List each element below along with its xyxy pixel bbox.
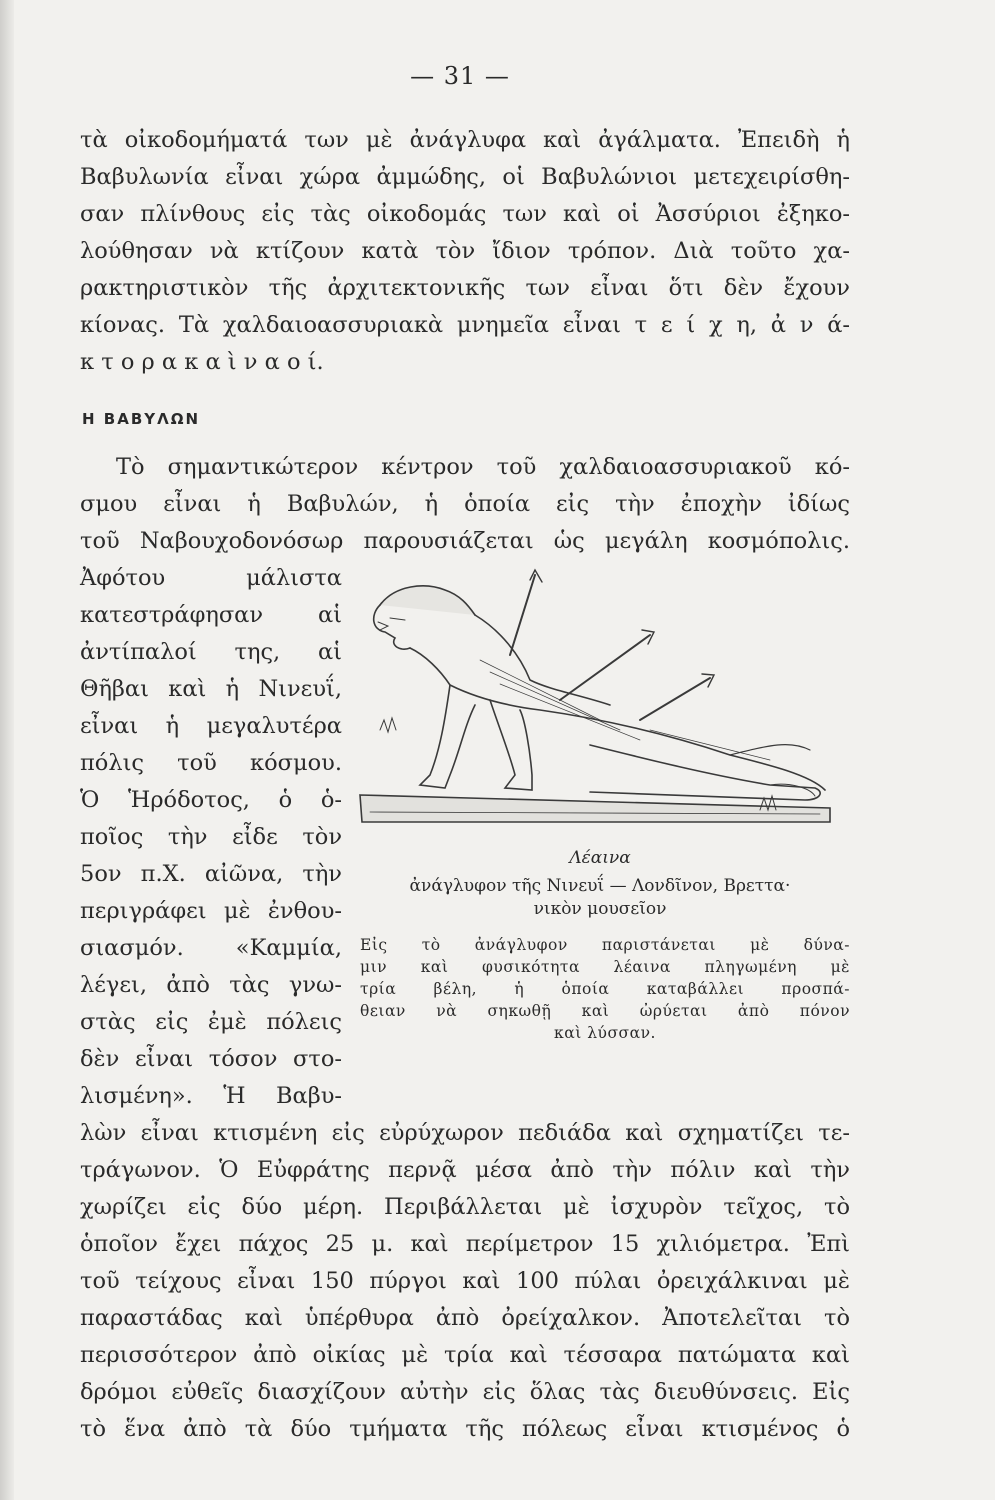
text-line: 5ον π.Χ. αἰῶνα, τὴν xyxy=(80,861,342,887)
figure-description: θειαν νὰ σηκωθῇ καὶ ὠρύεται ἀπὸ πόνον xyxy=(360,1002,850,1020)
page-number: — 31 — xyxy=(410,62,510,90)
text-line: τὸ ἕνα ἀπὸ τὰ δύο τμήματα τῆς πόλεως εἶναι κτισμένος ὁ xyxy=(80,1416,850,1442)
text-line: σαν πλίνθους εἰς τὰς οἰκοδομάς των καὶ οἱ Ἀσσύριοι ἐξηκο- xyxy=(80,201,850,227)
text-line: λέγει, ἀπὸ τὰς γνω- xyxy=(80,972,342,998)
page-edge xyxy=(0,0,14,1500)
text-line: τράγωνον. Ὁ Εὐφράτης περνᾷ μέσα ἀπὸ τὴν πόλιν καὶ τὴν xyxy=(80,1157,850,1183)
figure-description: καὶ λύσσαν. xyxy=(554,1024,656,1042)
section-heading: Η ΒΑΒΥΛΩΝ xyxy=(82,410,201,428)
text-line: εἶναι ἡ μεγαλυτέρα xyxy=(80,713,342,739)
figure-description: τρία βέλη, ἡ ὁποία καταβάλλει προσπά- xyxy=(360,980,850,998)
figure-title: Λέαινα xyxy=(569,848,631,868)
text-line: κατεστράφησαν αἱ xyxy=(80,602,342,628)
text-line: χωρίζει εἰς δύο μέρη. Περιβάλλεται μὲ ἰσχυρὸν τεῖχος, τὸ xyxy=(80,1194,850,1220)
figure-description: μιν καὶ φυσικότητα λέαινα πληγωμένη μὲ xyxy=(360,958,850,976)
text-line: Ἀφότου μάλιστα xyxy=(80,565,342,591)
text-line: Τὸ σημαντικώτερον κέντρον τοῦ χαλδαιοασσυριακοῦ κό- xyxy=(116,454,850,480)
text-line: λισμένη». Ἡ Βαβυ- xyxy=(80,1083,342,1109)
text-line: στὰς εἰς ἐμὲ πόλεις xyxy=(80,1009,342,1035)
figure-caption: νικὸν μουσεῖον xyxy=(533,899,667,919)
text-line: περιγράφει μὲ ἐνθου- xyxy=(80,898,342,924)
text-line: σμου εἶναι ἡ Βαβυλών, ἡ ὁποία εἰς τὴν ἐποχὴν ἰδίως xyxy=(80,491,850,517)
text-line: ρακτηριστικὸν τῆς ἀρχιτεκτονικῆς των εἶναι ὅτι δὲν ἔχουν xyxy=(80,275,850,301)
text-line: κίονας. Τὰ χαλδαιοασσυριακὰ μνημεῖα εἶναι τ ε ί χ η, ἀ ν ά- xyxy=(80,312,850,338)
text-line: ὁποῖον ἔχει πάχος 25 μ. καὶ περίμετρον 15 χιλιόμετρα. Ἐπὶ xyxy=(80,1231,850,1257)
text-line: λούθησαν νὰ κτίζουν κατὰ τὸν ἴδιον τρόπον. Διὰ τοῦτο χα- xyxy=(80,238,850,264)
text-line: παραστάδας καὶ ὑπέρθυρα ἀπὸ ὀρείχαλκον. Ἀποτελεῖται τὸ xyxy=(80,1305,850,1331)
figure-description: Εἰς τὸ ἀνάγλυφον παριστάνεται μὲ δύνα- xyxy=(360,936,850,954)
text-line: κ τ ο ρ α κ α ὶ ν α ο ί. xyxy=(80,349,324,375)
text-line: σιασμόν. «Καμμία, xyxy=(80,935,342,961)
text-line: περισσότερον ἀπὸ οἰκίας μὲ τρία καὶ τέσσαρα πατώματα καὶ xyxy=(80,1342,850,1368)
text-line: δρόμοι εὐθεῖς διασχίζουν αὐτὴν εἰς ὅλας τὰς διευθύνσεις. Εἰς xyxy=(80,1379,850,1405)
text-line: δὲν εἶναι τόσον στο- xyxy=(80,1046,342,1072)
text-line: ποῖος τὴν εἶδε τὸν xyxy=(80,824,342,850)
text-line: τὰ οἰκοδομήματά των μὲ ἀνάγλυφα καὶ ἀγάλματα. Ἐπειδὴ ἡ xyxy=(80,127,850,153)
text-line: τοῦ τείχους εἶναι 150 πύργοι καὶ 100 πύλαι ὀρειχάλκιναι μὲ xyxy=(80,1268,850,1294)
text-line: Ὁ Ἡρόδοτος, ὁ ὁ- xyxy=(80,787,342,813)
text-line: ἀντίπαλοί της, αἱ xyxy=(80,639,342,665)
text-line: Βαβυλωνία εἶναι χώρα ἀμμώδης, οἱ Βαβυλώνιοι μετεχειρίσθη- xyxy=(80,164,850,190)
figure-caption: ἀνάγλυφον τῆς Νινευΐ — Λονδῖνον, Βρεττα· xyxy=(409,876,791,896)
text-line: Θῆβαι καὶ ἡ Νινευΐ, xyxy=(80,676,342,702)
lioness-relief-illustration xyxy=(350,560,850,850)
text-line: τοῦ Ναβουχοδονόσωρ παρουσιάζεται ὡς μεγάλη κοσμόπολις. xyxy=(80,528,850,554)
text-line: πόλις τοῦ κόσμου. xyxy=(80,750,342,776)
text-line: λὼν εἶναι κτισμένη εἰς εὐρύχωρον πεδιάδα καὶ σχηματίζει τε- xyxy=(80,1120,850,1146)
